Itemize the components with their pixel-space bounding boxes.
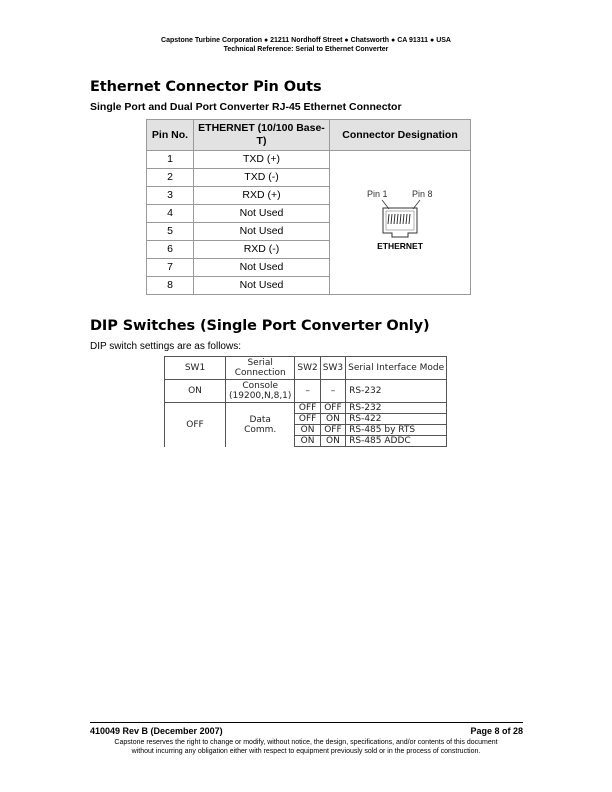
pin-number: 1 [147,151,194,169]
pin-signal: TXD (+) [194,151,330,169]
sw2-value: OFF [295,414,320,425]
pin8-label: Pin 8 [412,188,433,199]
pin-signal: Not Used [194,277,330,295]
sw2-value: ON [295,436,320,447]
col-header-pin: Pin No. [147,120,194,151]
col-header-ethernet: ETHERNET (10/100 Base-T) [194,120,330,151]
header-address: Capstone Turbine Corporation ● 21211 Nordhoff Street ● Chatsworth ● CA 91311 ● USA [161,37,451,44]
connection-value: Console (19200,N,8,1) [226,380,295,403]
pin-signal: Not Used [194,259,330,277]
connector-name: ETHERNET [377,240,423,251]
sw2-value: OFF [295,403,320,414]
sw1-value: OFF [165,403,226,447]
col-header-serial-connection: Serial Connection [226,357,295,380]
pinout-table [146,119,471,295]
footer-doc-id: 410049 Rev B (December 2007) [90,726,223,736]
pinout-header-row [147,120,471,151]
pin-signal: RXD (-) [194,241,330,259]
footer-notice-line2: without incurring any obligation either with respect to equipment previously sold or in the process of construction. [131,748,481,755]
sw3-value: OFF [320,425,345,436]
pin-number: 3 [147,187,194,205]
dip-intro-text: DIP switch settings are as follows: [90,341,241,352]
sw3-value: – [320,380,345,403]
col-header-sw3: SW3 [320,357,345,380]
section-title-dip: DIP Switches (Single Port Converter Only) [90,318,430,334]
pin-signal: TXD (-) [194,169,330,187]
mode-value: RS-485 by RTS [346,425,447,436]
footer-notice-line1: Capstone reserves the right to change or modify, without notice, the design, specifications, and/or contents of this document [114,739,498,746]
table-row [147,151,471,169]
dip-header-row [165,357,447,380]
section-subtitle-rj45: Single Port and Dual Port Converter RJ-45 Ethernet Connector [90,101,402,113]
connector-designation-cell [330,151,471,295]
col-header-designation: Connector Designation [330,120,471,151]
sw2-value: – [295,380,320,403]
pin-signal: RXD (+) [194,187,330,205]
sw2-value: ON [295,425,320,436]
mode-value: RS-485 ADDC [346,436,447,447]
col-header-sw1: SW1 [165,357,226,380]
pin-number: 7 [147,259,194,277]
footer-page-number: Page 8 of 28 [470,726,523,736]
table-row [165,403,447,414]
pin-signal: Not Used [194,205,330,223]
sw3-value: ON [320,436,345,447]
mode-value: RS-422 [346,414,447,425]
rj45-connector-figure [330,153,470,293]
header-doc-title: Technical Reference: Serial to Ethernet Converter [223,46,389,53]
pin1-label: Pin 1 [367,188,388,199]
dip-switch-table [164,356,447,447]
mode-value: RS-232 [346,380,447,403]
pin-signal: Not Used [194,223,330,241]
footer-rule [90,722,523,723]
col-header-sw2: SW2 [295,357,320,380]
rj45-jack-icon [330,153,470,243]
pin-number: 4 [147,205,194,223]
pin-number: 6 [147,241,194,259]
sw3-value: OFF [320,403,345,414]
connection-value: Data Comm. [226,403,295,447]
sw3-value: ON [320,414,345,425]
mode-value: RS-232 [346,403,447,414]
sw1-value: ON [165,380,226,403]
section-title-ethernet: Ethernet Connector Pin Outs [90,79,322,95]
pin-number: 8 [147,277,194,295]
table-row [165,380,447,403]
col-header-interface-mode: Serial Interface Mode [346,357,447,380]
pin-number: 2 [147,169,194,187]
pin-number: 5 [147,223,194,241]
